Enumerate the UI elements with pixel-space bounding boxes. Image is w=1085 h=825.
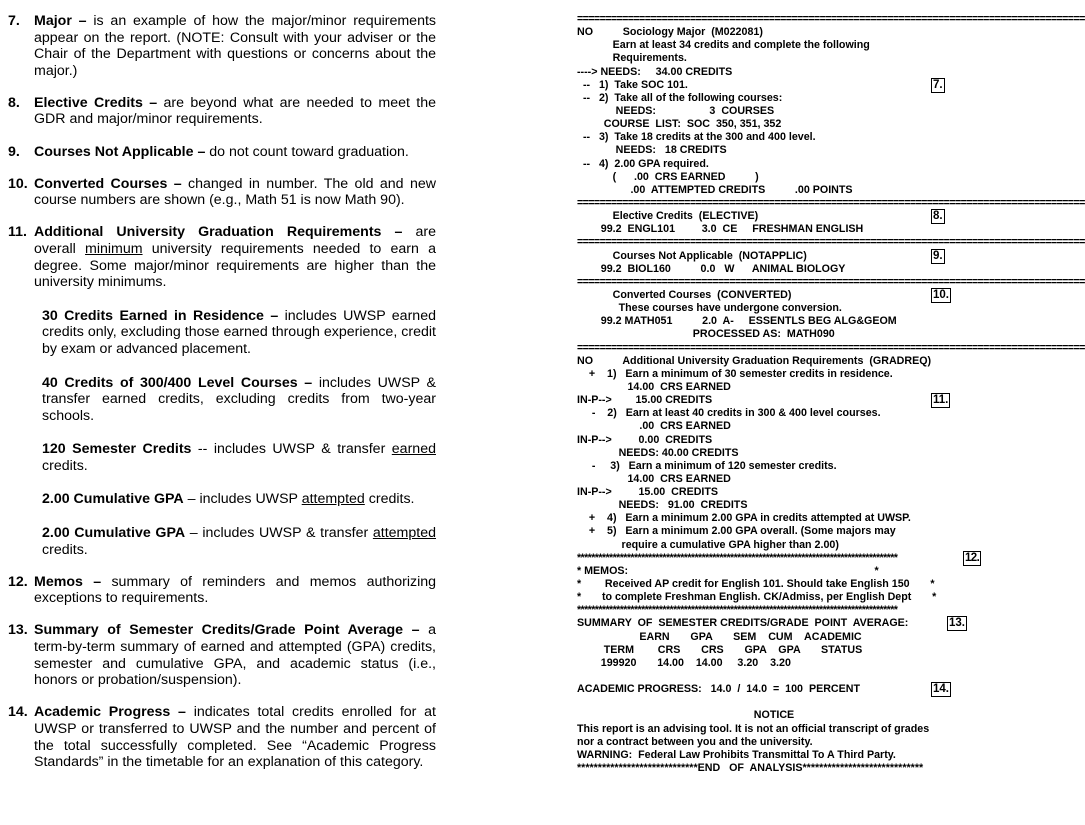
report-line: ----> NEEDS: 34.00 CREDITS [577, 65, 733, 78]
report-line: PROCESSED AS: MATH090 [577, 328, 835, 341]
report-line: + 4) Earn a minimum 2.00 GPA in credits attempted at UWSP. [577, 512, 911, 525]
report-line: *****************************END OF ANALYSIS***************************** [577, 762, 924, 775]
report-line: NO Additional University Graduation Requirements (GRADREQ) [577, 354, 932, 367]
report-line: .00 CRS EARNED [577, 420, 731, 433]
requirement-semester-credits: 120 Semester Credits -- includes UWSP & transfer earned credits. [42, 441, 436, 474]
legend-item [8, 95, 436, 128]
rule-line: ========================================================================================== [577, 341, 1085, 354]
report-line: IN-P--> 15.00 CREDITS [577, 486, 719, 499]
report-line: -- 2) Take all of the following courses: [577, 91, 783, 104]
item-number: 14. [8, 704, 28, 721]
rule-line: ****************************************************************************************** 12. [577, 551, 980, 564]
item-title: Courses Not Applicable – [34, 143, 206, 160]
report-line: NO Sociology Major (M022081) [577, 26, 763, 39]
item-title: Additional University Graduation Requirements – [34, 224, 403, 241]
item-number: 8. [8, 94, 20, 111]
report-line: IN-P--> 15.00 CREDITS 11. [577, 394, 949, 407]
legend-item-graduation: 11. Additional University Graduation Requirements – are overall minimum university requirements needed to earn a degree. Some major/minor requirements are higher than the university minimums. 30 Credits Earned in Residence – includes UWSP earned credits only, excluding those earned through experience, credit by exam or advanced placement. 40 Credits of 300/400 Level Courses – includes UWSP & transfer earned credits, excluding credits from two-year schools. 120 Semester Credits -- includes UWSP & transfer earned credits. 2.00 Cumulative GPA – includes UWSP attempted credits. 2.00 Cumulative GPA – includes UWSP & transfer attempted credits. [8, 224, 437, 558]
report-line: .00 ATTEMPTED CREDITS .00 POINTS [577, 183, 853, 196]
callout-number-badge: 11. [933, 394, 949, 407]
report-line: NEEDS: 18 CREDITS [577, 144, 727, 157]
callout-number-badge: 10. [933, 288, 949, 301]
callout-number-badge: 13. [949, 617, 965, 630]
report-line: * to complete Freshman English. CK/Admiss, per English Dept * [577, 591, 937, 604]
report-line: IN-P--> 0.00 CREDITS [577, 433, 713, 446]
report-line: 99.2 BIOL160 0.0 W ANIMAL BIOLOGY [577, 262, 846, 275]
requirement-gpa-uwsp: 2.00 Cumulative GPA – includes UWSP attempted credits. [42, 491, 415, 508]
report-line: NEEDS: 91.00 CREDITS [577, 499, 748, 512]
legend-item [8, 704, 436, 770]
callout-number-badge: 12. [965, 551, 980, 564]
report-line: - 2) Earn at least 40 credits in 300 & 400 level courses. [577, 407, 881, 420]
legend-item [8, 176, 436, 209]
report-line: -- 1) Take SOC 101. 7. [577, 78, 943, 91]
report-line: 14.00 CRS EARNED [577, 380, 731, 393]
legend-item [8, 144, 436, 161]
report-line: - 3) Earn a minimum of 120 semester credits. [577, 459, 837, 472]
report-line: require a cumulative GPA higher than 2.00) [577, 538, 839, 551]
item-title: Major – [34, 13, 87, 29]
callout-number-badge: 8. [933, 210, 943, 223]
callout-number-badge: 7. [933, 78, 943, 91]
item-text: indicates total credits enrolled for at UWSP or transferred to UWSP and the number and percent of the total successfully completed. See “Academic Progress Standards” in the timetable for an explanation of this category. [34, 704, 436, 771]
rule-line: ========================================================================================== [577, 196, 1085, 209]
report-line: Courses Not Applicable (NOTAPPLIC) 9. [577, 249, 943, 262]
item-number: 7. [8, 13, 20, 29]
report-line: 199920 14.00 14.00 3.20 3.20 [577, 656, 791, 669]
report-line: ACADEMIC PROGRESS: 14.0 / 14.0 = 100 PERCENT 14. [577, 683, 949, 696]
requirement-upper-level: 40 Credits of 300/400 Level Courses – includes UWSP & transfer earned credits, excluding credits from two-year schools. [42, 374, 436, 424]
legend-item [8, 622, 436, 688]
report-line: Converted Courses (CONVERTED) 10. [577, 288, 949, 301]
report-line: COURSE LIST: SOC 350, 351, 352 [577, 118, 782, 131]
item-number: 12. [8, 573, 28, 590]
report-line: + 5) Earn a minimum 2.00 GPA overall. (Some majors may [577, 525, 896, 538]
report-line: EARN GPA SEM CUM ACADEMIC [577, 630, 862, 643]
report-line: Earn at least 34 credits and complete the following [577, 39, 870, 52]
report-line: -- 4) 2.00 GPA required. [577, 157, 709, 170]
item-title: Converted Courses – [34, 175, 182, 192]
item-text: is an example of how the major/minor requirements appear on the report. (NOTE: Consult with your adviser or the Chair of the Department with questions or concerns about the major.) [34, 13, 436, 79]
item-text: a term-by-term summary of earned and attempted (GPA) credits, semester and cumulative GPA, and academic status (i.e., honors or probation/suspension). [34, 622, 436, 689]
report-line: Requirements. [577, 52, 687, 65]
report-line: 14.00 CRS EARNED [577, 472, 731, 485]
report-line [577, 696, 971, 709]
requirement-residence: 30 Credits Earned in Residence – includes UWSP earned credits only, excluding those earned through experience, credit by exam or advanced placement. [42, 307, 436, 357]
notice-title: NOTICE [753, 709, 795, 722]
report-lines [577, 26, 1085, 775]
report-line: This report is an advising tool. It is not an official transcript of grades [577, 722, 930, 735]
item-text: are beyond what are needed to meet the GDR and major/minor requirements. [34, 94, 436, 128]
rule-line: ****************************************************************************************** [577, 604, 898, 617]
item-title: Academic Progress – [34, 704, 186, 721]
report-line: SUMMARY OF SEMESTER CREDITS/GRADE POINT AVERAGE: 13. [577, 617, 965, 630]
degree-audit-report [577, 13, 1085, 775]
report-line: -- 3) Take 18 credits at the 300 and 400 level. [577, 131, 816, 144]
report-line: 99.2 ENGL101 3.0 CE FRESHMAN ENGLISH [577, 223, 864, 236]
legend-items-b [8, 574, 436, 771]
legend-column [8, 13, 436, 786]
item-text: do not count toward graduation. [205, 143, 409, 160]
rule-line: ========================================================================================== [577, 236, 1085, 249]
item-title: Summary of Semester Credits/Grade Point Average – [34, 622, 420, 639]
item-number: 10. [8, 175, 28, 192]
report-line: nor a contract between you and the university. [577, 735, 813, 748]
callout-number-badge: 14. [933, 683, 949, 696]
report-line: TERM CRS CRS GPA GPA STATUS [577, 643, 863, 656]
legend-item [8, 574, 436, 607]
report-line: WARNING: Federal Law Prohibits Transmittal To A Third Party. [577, 748, 896, 761]
report-line: 99.2 MATH051 2.0 A- ESSENTLS BEG ALG&GEOM [577, 315, 897, 328]
item-text: summary of reminders and memos authorizing exceptions to requirements. [34, 573, 436, 607]
report-line: These courses have undergone conversion. [577, 302, 842, 315]
item-title: Elective Credits – [34, 94, 158, 111]
report-line: Elective Credits (ELECTIVE) 8. [577, 210, 943, 223]
item-number: 13. [8, 622, 28, 639]
item-number: 9. [8, 143, 20, 160]
report-line: + 1) Earn a minimum of 30 semester credits in residence. [577, 367, 893, 380]
report-line: * MEMOS: * [577, 564, 879, 577]
item-text: changed in number. The old and new course numbers are shown (e.g., Math 51 is now Math 90). [34, 175, 436, 209]
report-line: * Received AP credit for English 101. Should take English 150 * [577, 578, 935, 591]
report-line [577, 670, 971, 683]
rule-line: ========================================================================================== [577, 13, 1085, 25]
report-line: NEEDS: 3 COURSES [577, 104, 775, 117]
report-line: ( .00 CRS EARNED ) [577, 170, 759, 183]
requirement-gpa-overall: 2.00 Cumulative GPA – includes UWSP & transfer attempted credits. [42, 525, 436, 558]
report-line: NEEDS: 40.00 CREDITS [577, 446, 739, 459]
legend-item [8, 13, 436, 79]
legend-items-a [8, 13, 436, 209]
item-number: 11. [8, 224, 27, 241]
item-title: Memos – [34, 573, 102, 590]
rule-line: ========================================================================================== [577, 275, 1085, 288]
callout-number-badge: 9. [933, 249, 943, 262]
